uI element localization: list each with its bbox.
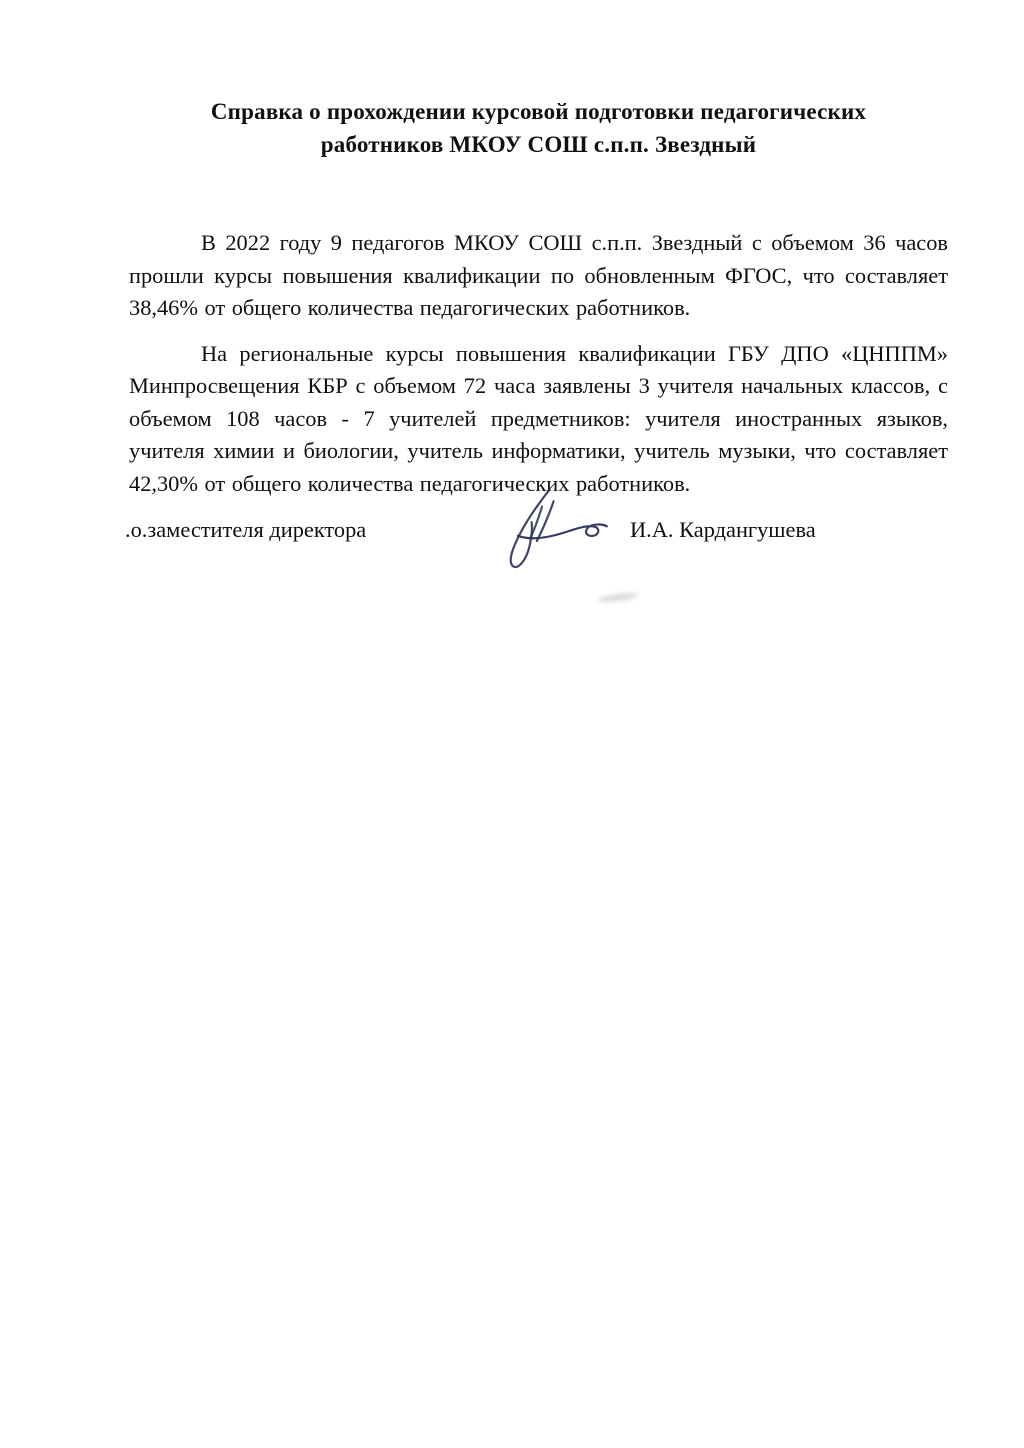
document-title-line-2: работников МКОУ СОШ с.п.п. Звездный bbox=[320, 132, 757, 157]
signer-position-label: .о.заместителя директора bbox=[125, 517, 367, 542]
document-title-line-1: Справка о прохождении курсовой подготовки педагогических bbox=[210, 99, 867, 124]
signature-block bbox=[125, 514, 948, 560]
document-content bbox=[125, 0, 948, 560]
signer-name: И.А. Кардангушева bbox=[630, 517, 816, 542]
paragraph-regional-courses: На региональные курсы повышения квалификации ГБУ ДПО «ЦНППМ» Минпросвещения КБР с объемом 72 часа заявлены 3 учителя начальных классов, с объемом 108 часов - 7 учителей предметников: учителя иностранных языков, учителя химии и биологии, учитель информатики, учитель музыки, что составляет 42,30% от общего количества педагогических работников. bbox=[129, 340, 948, 496]
paragraph-fgos-courses: В 2022 году 9 педагогов МКОУ СОШ с.п.п. Звездный с объемом 36 часов прошли курсы повышения квалификации по обновленным ФГОС, что составляет 38,46% от общего количества педагогических работников. bbox=[129, 230, 948, 320]
document-title bbox=[129, 95, 948, 161]
signature-strokes bbox=[511, 490, 607, 567]
ink-smudge-mark bbox=[598, 592, 639, 604]
handwritten-signature-icon bbox=[495, 484, 610, 574]
